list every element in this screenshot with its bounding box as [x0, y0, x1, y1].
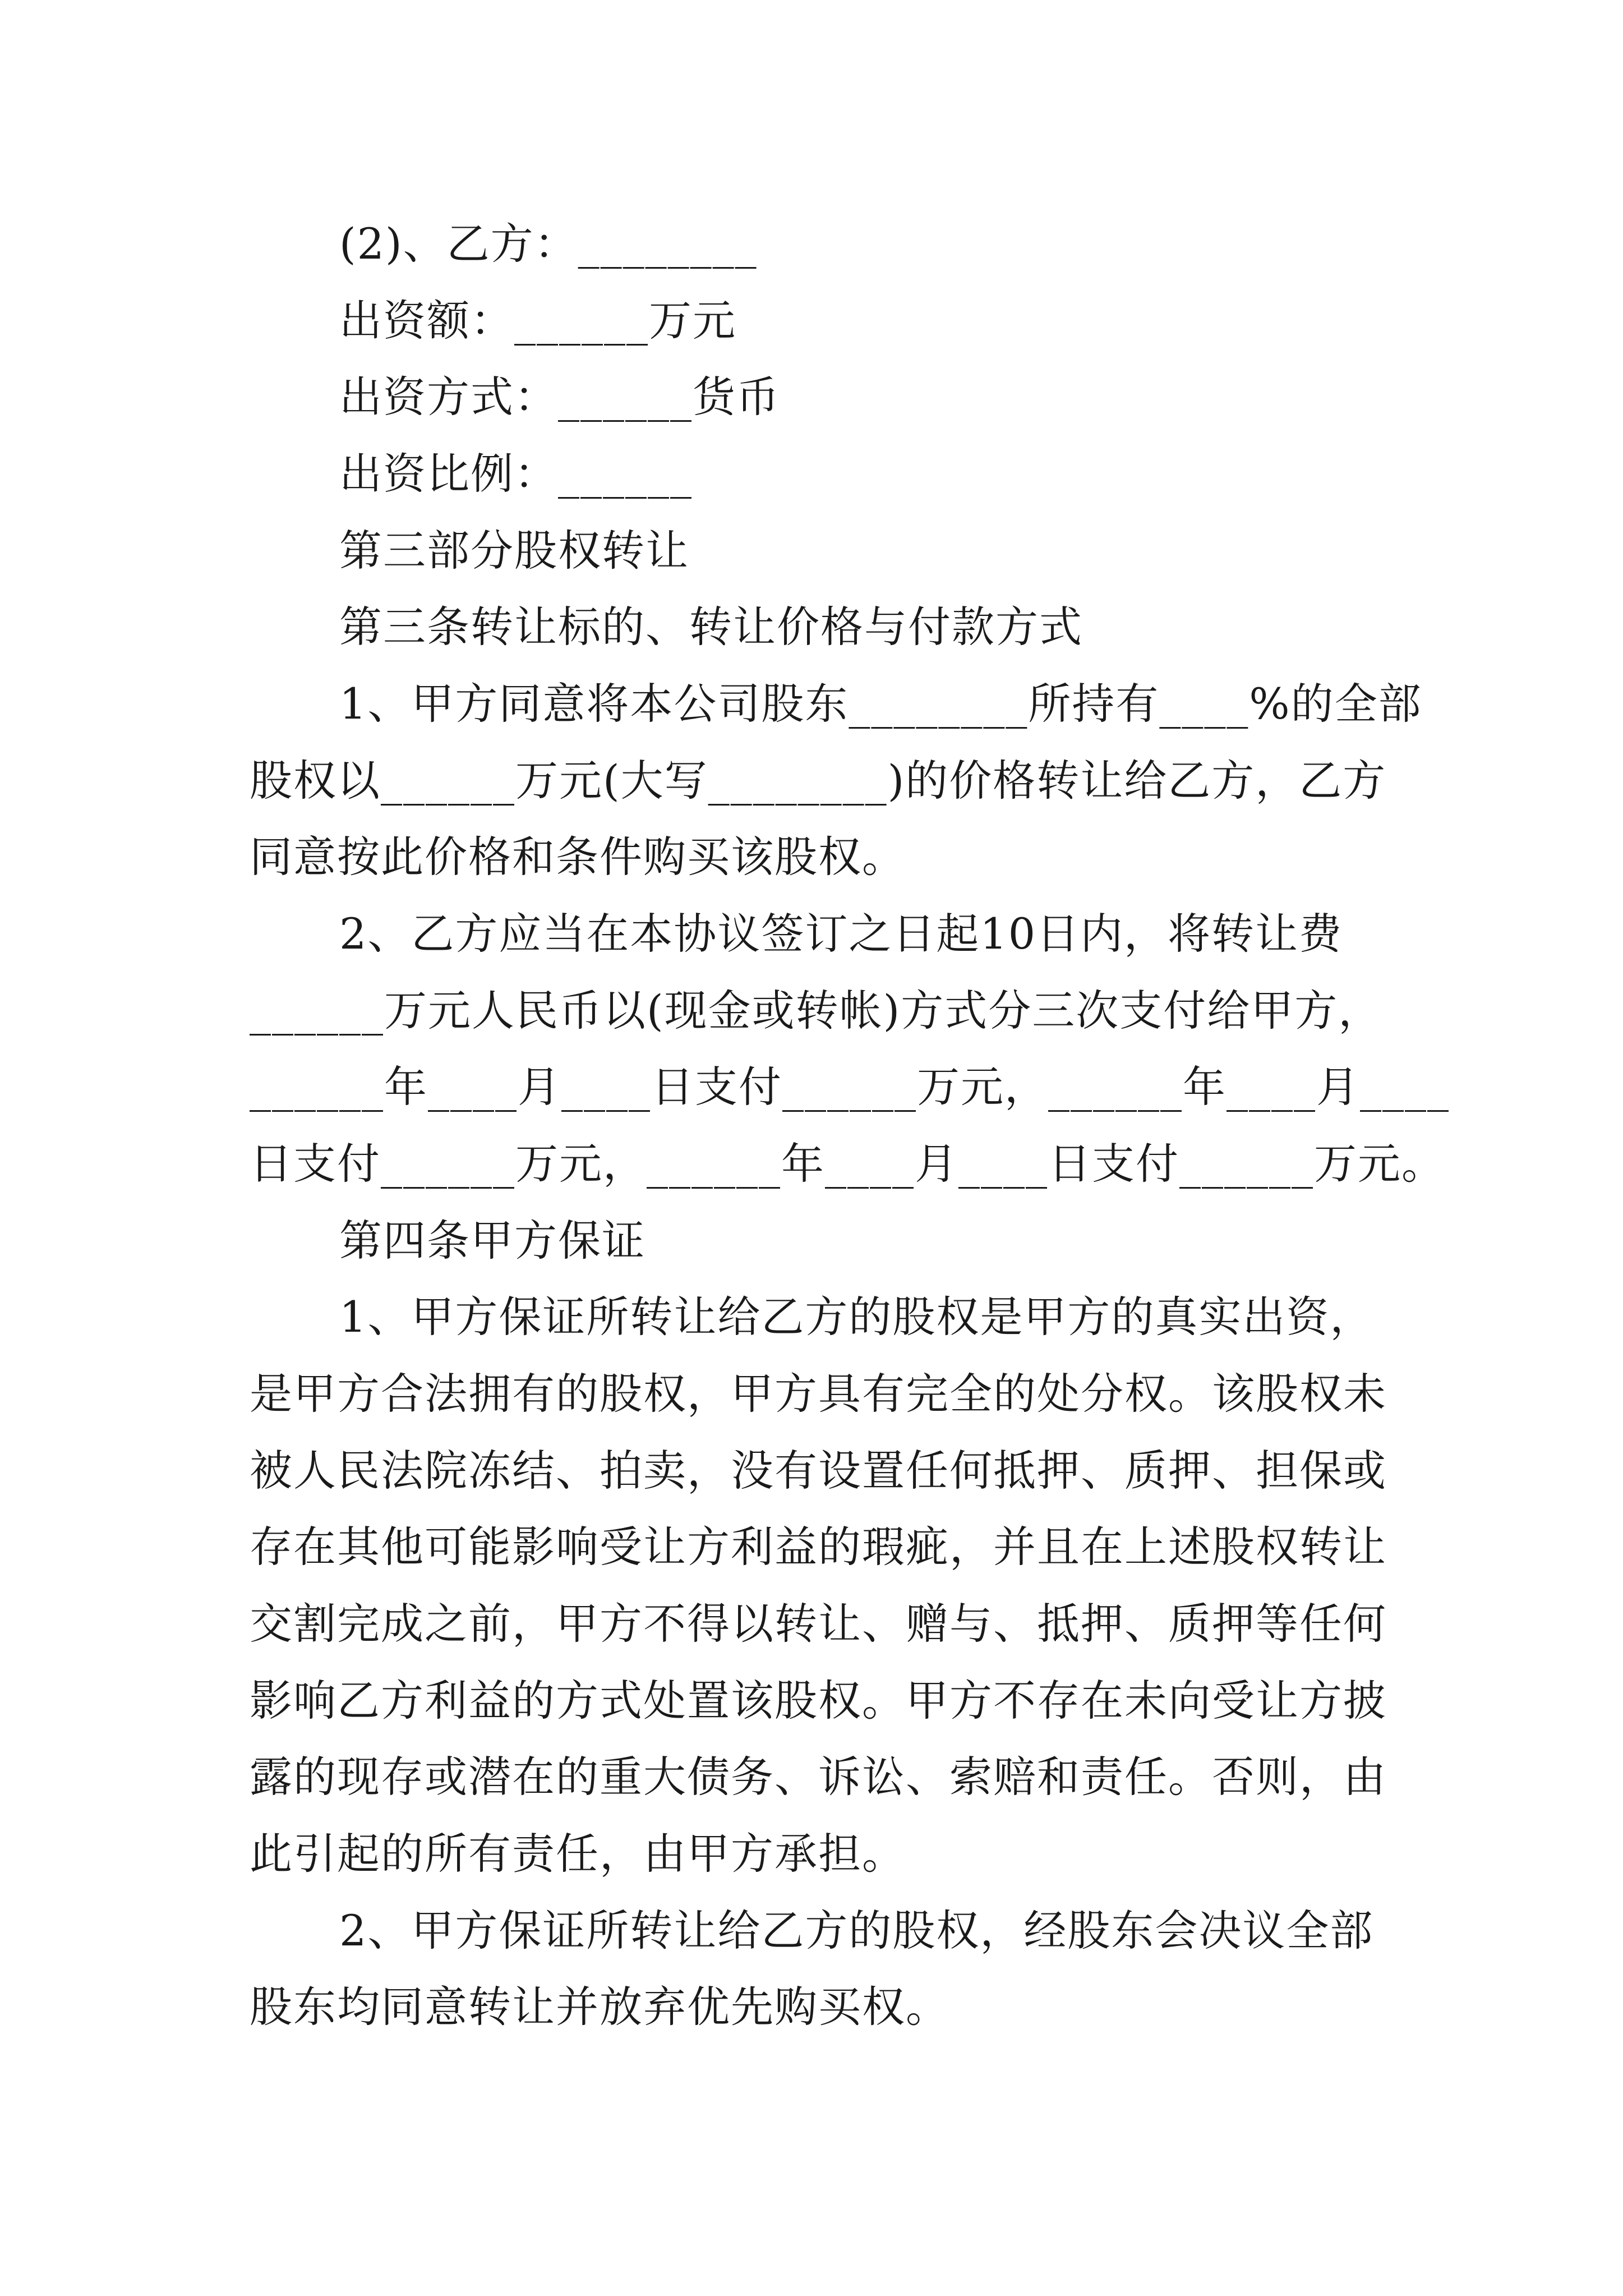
paragraph-line: 存在其他可能影响受让方利益的瑕疵，并且在上述股权转让: [250, 1522, 1387, 1572]
paragraph-line: 股权以______万元(大写________)的价格转让给乙方，乙方: [250, 756, 1387, 806]
paragraph-line: 同意按此价格和条件购买该股权。: [250, 832, 906, 882]
paragraph-line: 被人民法院冻结、拍卖，没有设置任何抵押、质押、担保或: [250, 1446, 1387, 1496]
paragraph-line: 2、甲方保证所转让给乙方的股权，经股东会决议全部: [339, 1906, 1374, 1955]
article-four-heading: 第四条甲方保证: [339, 1216, 645, 1266]
paragraph-line: ______年____月____日支付______万元，______年____月____: [250, 1062, 1450, 1112]
article-three-heading: 第三条转让标的、转让价格与付款方式: [339, 602, 1083, 652]
paragraph-line: 此引起的所有责任，由甲方承担。: [250, 1829, 906, 1879]
paragraph-line: 2、乙方应当在本协议签订之日起10日内，将转让费: [339, 909, 1343, 959]
paragraph-line: ______万元人民币以(现金或转帐)方式分三次支付给甲方，: [250, 986, 1382, 1036]
party-b-line: (2)、乙方：________: [339, 219, 758, 269]
paragraph-line: 股东均同意转让并放弃优先购买权。: [250, 1982, 949, 2032]
capital-amount-line: 出资额：______万元: [339, 296, 736, 346]
paragraph-line: 日支付______万元，______年____月____日支付______万元。: [250, 1139, 1445, 1189]
paragraph-line: 1、甲方同意将本公司股东________所持有____%的全部: [339, 679, 1422, 729]
paragraph-line: 影响乙方利益的方式处置该股权。甲方不存在未向受让方披: [250, 1676, 1387, 1726]
paragraph-line: 是甲方合法拥有的股权，甲方具有完全的处分权。该股权未: [250, 1369, 1387, 1419]
paragraph-line: 露的现存或潜在的重大债务、诉讼、索赔和责任。否则，由: [250, 1752, 1387, 1802]
section-heading: 第三部分股权转让: [339, 526, 689, 576]
paragraph-line: 1、甲方保证所转让给乙方的股权是甲方的真实出资，: [339, 1292, 1374, 1342]
capital-ratio-line: 出资比例：______: [339, 449, 693, 499]
paragraph-line: 交割完成之前，甲方不得以转让、赠与、抵押、质押等任何: [250, 1599, 1387, 1649]
capital-method-line: 出资方式：______货币: [339, 372, 780, 422]
